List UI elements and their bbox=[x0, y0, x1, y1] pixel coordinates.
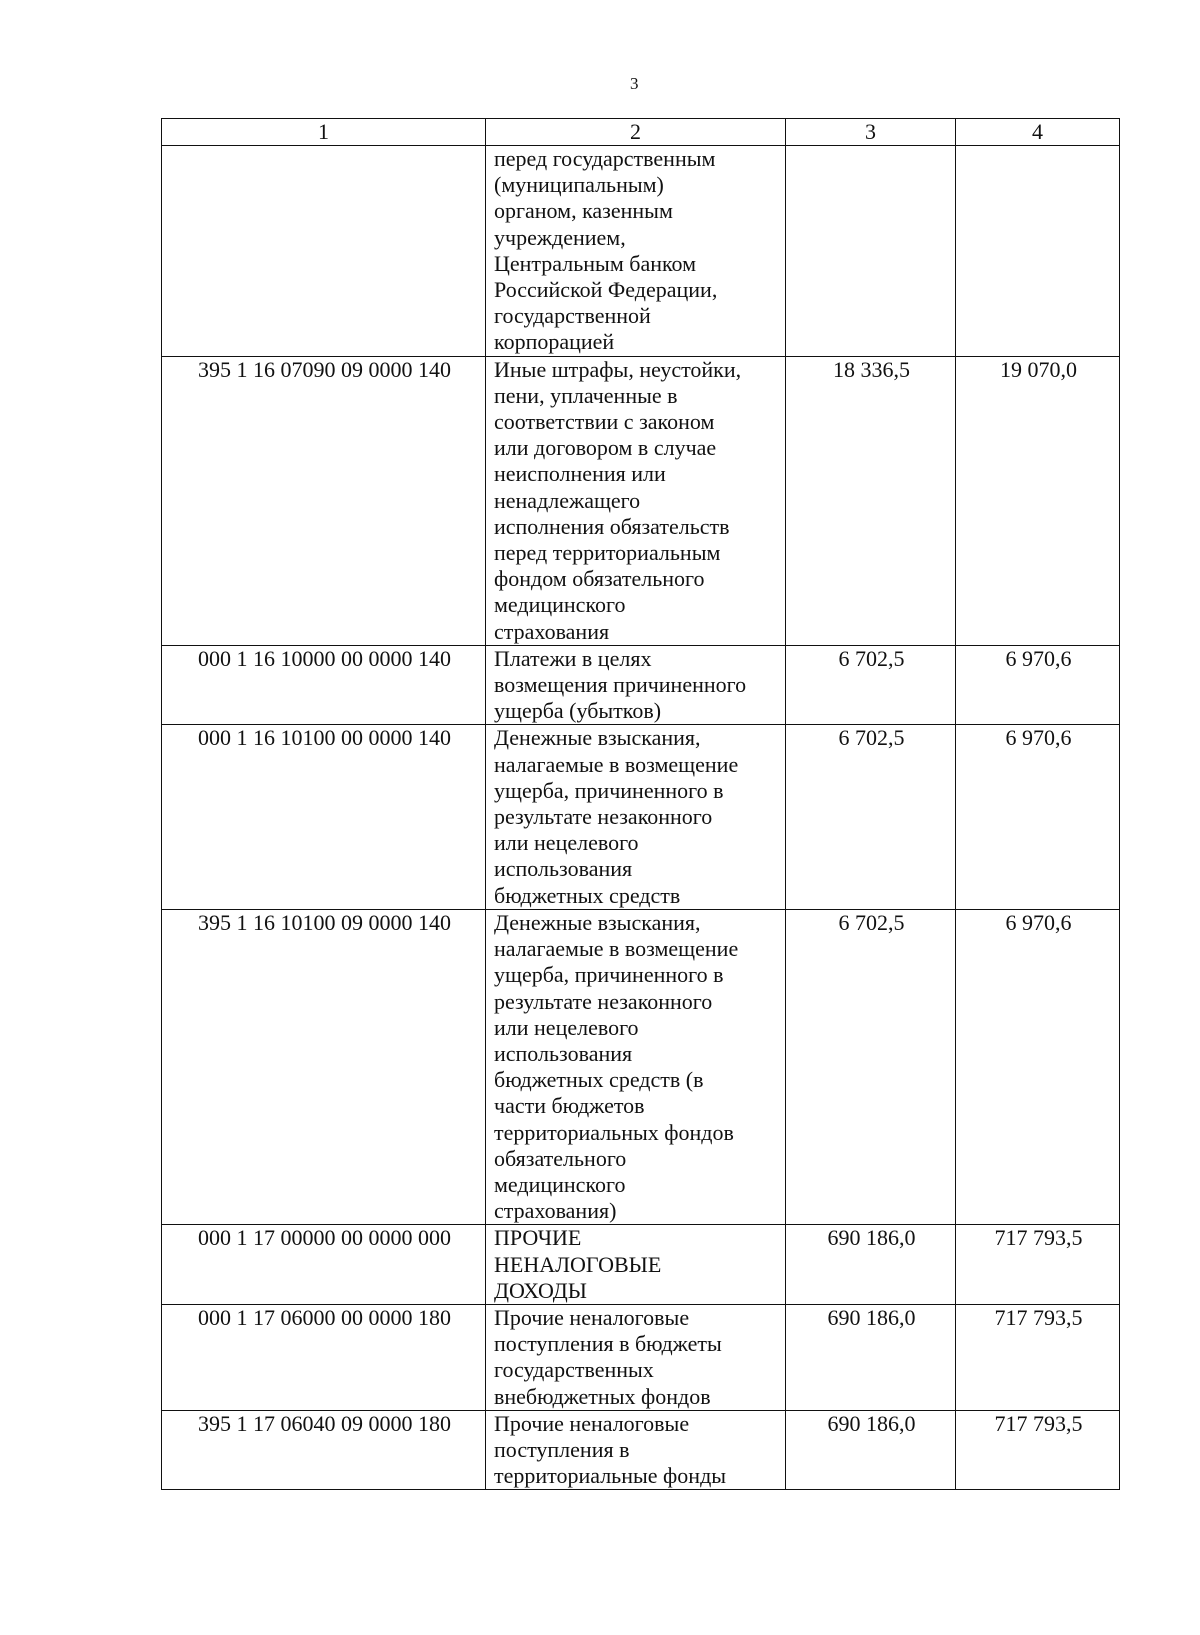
budget-code: 000 1 16 10000 00 0000 140 bbox=[162, 645, 486, 725]
revenue-name: Денежные взыскания, налагаемые в возмещение ущерба, причиненного в результате незаконного или нецелевого использования бюджетных средств (в части бюджетов территориальных фондов обязательного медицинского страхования) bbox=[486, 909, 786, 1224]
amount-column-4: 6 970,6 bbox=[956, 909, 1120, 1224]
budget-code: 395 1 16 07090 09 0000 140 bbox=[162, 356, 486, 645]
amount-column-3: 6 702,5 bbox=[786, 725, 956, 909]
table-row bbox=[162, 1304, 1120, 1410]
table-row bbox=[162, 909, 1120, 1224]
budget-code: 000 1 17 00000 00 0000 000 bbox=[162, 1225, 486, 1305]
amount-column-4: 717 793,5 bbox=[956, 1410, 1120, 1490]
budget-code: 000 1 17 06000 00 0000 180 bbox=[162, 1304, 486, 1410]
table-row bbox=[162, 645, 1120, 725]
column-header-3: 3 bbox=[786, 119, 956, 146]
table-header-row bbox=[162, 119, 1120, 146]
budget-code bbox=[162, 146, 486, 357]
table-row bbox=[162, 356, 1120, 645]
revenue-name: ПРОЧИЕ НЕНАЛОГОВЫЕ ДОХОДЫ bbox=[486, 1225, 786, 1305]
budget-code: 395 1 17 06040 09 0000 180 bbox=[162, 1410, 486, 1490]
revenue-name: Платежи в целях возмещения причиненного ущерба (убытков) bbox=[486, 645, 786, 725]
column-header-4: 4 bbox=[956, 119, 1120, 146]
table-row bbox=[162, 1410, 1120, 1490]
amount-column-4: 19 070,0 bbox=[956, 356, 1120, 645]
amount-column-3: 6 702,5 bbox=[786, 909, 956, 1224]
budget-revenue-table bbox=[161, 118, 1120, 1490]
amount-column-4: 717 793,5 bbox=[956, 1225, 1120, 1305]
column-header-1: 1 bbox=[162, 119, 486, 146]
amount-column-4: 717 793,5 bbox=[956, 1304, 1120, 1410]
amount-column-3: 690 186,0 bbox=[786, 1225, 956, 1305]
revenue-name: перед государственным (муниципальным) органом, казенным учреждением, Центральным банком Российской Федерации, государственной корпорацией bbox=[486, 146, 786, 357]
table-row bbox=[162, 725, 1120, 909]
amount-column-4: 6 970,6 bbox=[956, 645, 1120, 725]
revenue-name: Иные штрафы, неустойки, пени, уплаченные в соответствии с законом или договором в случае неисполнения или ненадлежащего исполнения обязательств перед территориальным фондом обязательного медицинского страхования bbox=[486, 356, 786, 645]
table-row bbox=[162, 1225, 1120, 1305]
amount-column-3: 18 336,5 bbox=[786, 356, 956, 645]
table-row bbox=[162, 146, 1120, 357]
amount-column-3 bbox=[786, 146, 956, 357]
page-number: 3 bbox=[630, 74, 639, 93]
amount-column-4 bbox=[956, 146, 1120, 357]
amount-column-3: 690 186,0 bbox=[786, 1304, 956, 1410]
amount-column-3: 690 186,0 bbox=[786, 1410, 956, 1490]
column-header-2: 2 bbox=[486, 119, 786, 146]
amount-column-4: 6 970,6 bbox=[956, 725, 1120, 909]
revenue-name: Денежные взыскания, налагаемые в возмещение ущерба, причиненного в результате незаконного или нецелевого использования бюджетных средств bbox=[486, 725, 786, 909]
revenue-name: Прочие неналоговые поступления в бюджеты государственных внебюджетных фондов bbox=[486, 1304, 786, 1410]
budget-code: 000 1 16 10100 00 0000 140 bbox=[162, 725, 486, 909]
revenue-name: Прочие неналоговые поступления в территориальные фонды bbox=[486, 1410, 786, 1490]
amount-column-3: 6 702,5 bbox=[786, 645, 956, 725]
budget-code: 395 1 16 10100 09 0000 140 bbox=[162, 909, 486, 1224]
